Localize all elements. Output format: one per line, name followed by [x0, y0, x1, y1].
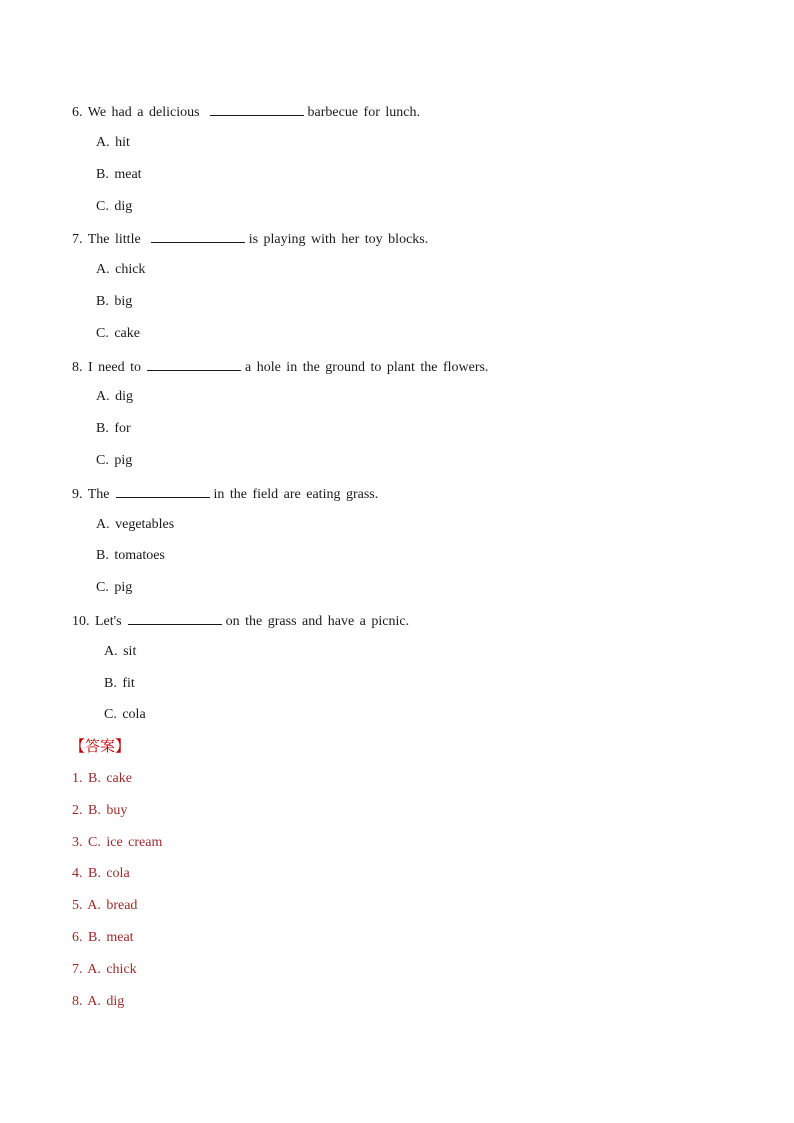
answer-item-7: 7. A. chick	[72, 962, 137, 977]
answer-blank	[151, 228, 245, 243]
question-10-option-c: C. cola	[104, 707, 146, 722]
answer-item-3: 3. C. ice cream	[72, 835, 163, 850]
question-8-stem-start: 8. I need to	[72, 360, 141, 375]
question-7	[72, 228, 428, 248]
question-8	[72, 356, 488, 376]
question-6-stem-start: 6. We had a delicious	[72, 105, 200, 120]
question-9-stem-start: 9. The	[72, 487, 110, 502]
answer-blank	[147, 356, 241, 371]
question-8-option-c: C. pig	[96, 453, 133, 468]
question-7-stem-end: is playing with her toy blocks.	[248, 232, 429, 247]
question-9-option-b: B. tomatoes	[96, 548, 165, 563]
question-7-option-b: B. big	[96, 294, 133, 309]
question-7-option-a: A. chick	[96, 262, 146, 277]
answer-item-6: 6. B. meat	[72, 930, 134, 945]
answer-item-5: 5. A. bread	[72, 898, 138, 913]
answer-item-4: 4. B. cola	[72, 866, 130, 881]
question-10-stem-start: 10. Let's	[72, 614, 122, 629]
question-10-option-b: B. fit	[104, 676, 135, 691]
question-6-option-c: C. dig	[96, 199, 133, 214]
question-9-option-c: C. pig	[96, 580, 133, 595]
question-7-option-c: C. cake	[96, 326, 140, 341]
question-10	[72, 610, 409, 630]
question-6-option-a: A. hit	[96, 135, 130, 150]
answer-item-1: 1. B. cake	[72, 771, 132, 786]
question-6-stem-end: barbecue for lunch.	[307, 105, 420, 120]
question-8-stem-end: a hole in the ground to plant the flowers.	[244, 360, 489, 375]
question-8-option-b: B. for	[96, 421, 131, 436]
question-6	[72, 101, 420, 121]
question-9-stem-end: in the field are eating grass.	[213, 487, 379, 502]
question-8-option-a: A. dig	[96, 389, 133, 404]
answer-blank	[210, 101, 304, 116]
answer-item-8: 8. A. dig	[72, 994, 125, 1009]
question-9	[72, 483, 378, 503]
question-9-option-a: A. vegetables	[96, 517, 175, 532]
answer-blank	[128, 610, 222, 625]
question-10-option-a: A. sit	[104, 644, 137, 659]
answers-heading: 【答案】	[70, 737, 131, 755]
answer-item-2: 2. B. buy	[72, 803, 128, 818]
question-7-stem-start: 7. The little	[72, 232, 141, 247]
question-6-option-b: B. meat	[96, 167, 142, 182]
question-10-stem-end: on the grass and have a picnic.	[225, 614, 410, 629]
answer-blank	[116, 483, 210, 498]
